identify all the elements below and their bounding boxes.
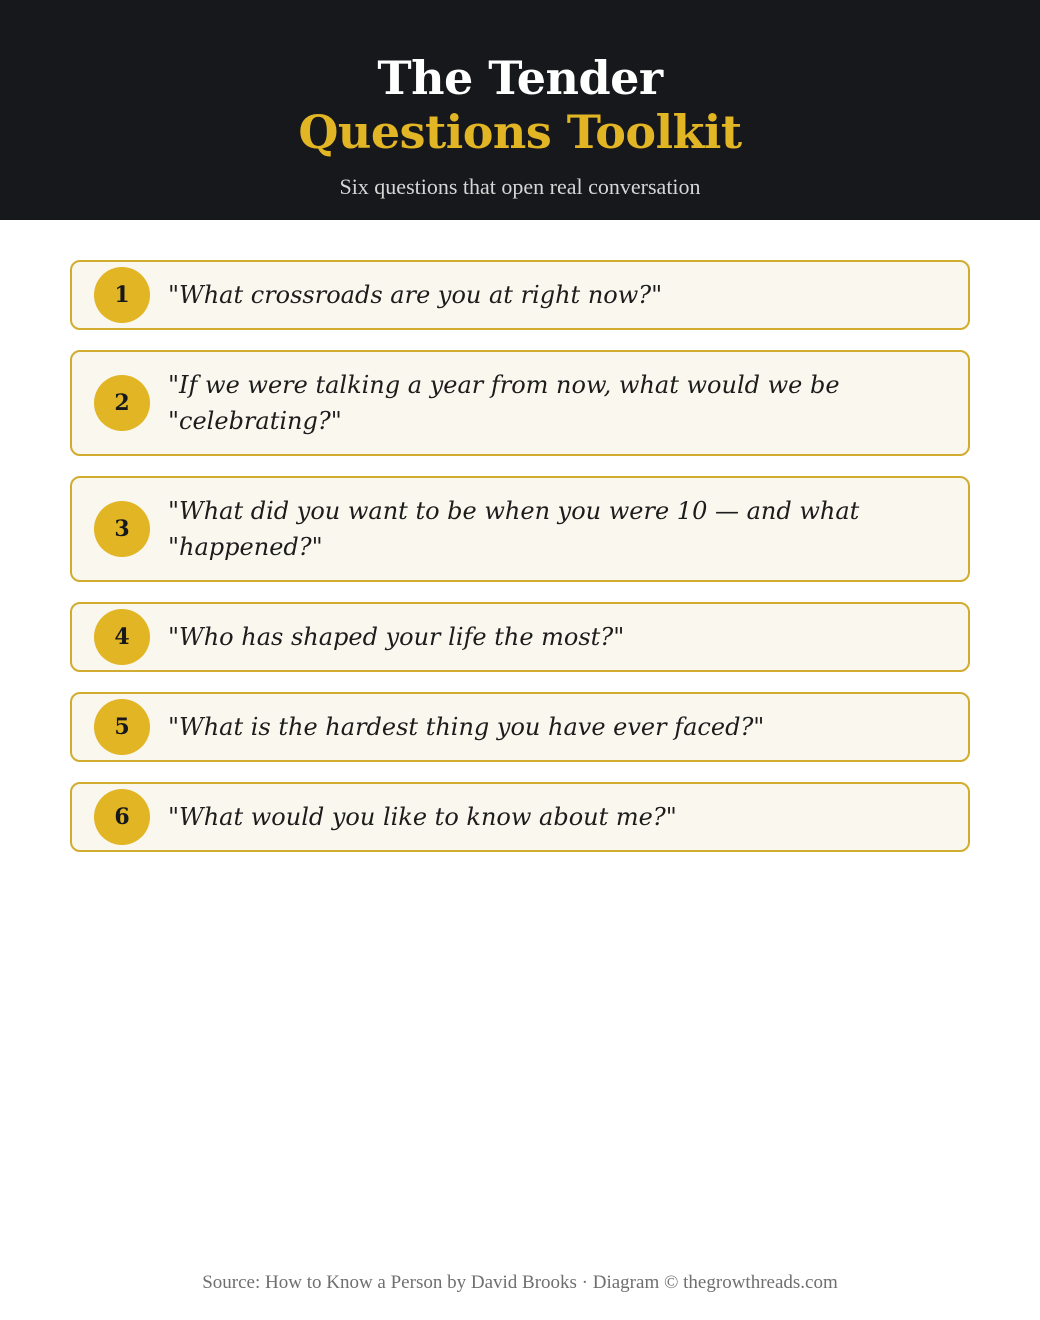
question-card-1: [70, 260, 970, 330]
question-card-6: [70, 782, 970, 852]
header-banner: [0, 0, 1040, 220]
number-badge: 5: [94, 699, 150, 755]
number-badge: 6: [94, 789, 150, 845]
question-text: "What is the hardest thing you have ever faced?": [168, 713, 765, 741]
question-card-5: [70, 692, 970, 762]
page-title-line1: The Tender: [377, 51, 663, 105]
number-badge: 3: [94, 501, 150, 557]
number-badge: 2: [94, 375, 150, 431]
question-text: "Who has shaped your life the most?": [168, 623, 625, 651]
source-footer: Source: How to Know a Person by David Brooks · Diagram © thegrowthreads.com: [202, 1272, 838, 1293]
number-badge: 1: [94, 267, 150, 323]
question-card-4: [70, 602, 970, 672]
question-text: "What did you want to be when you were 10 — and what "happened?": [168, 497, 860, 561]
page-subtitle: Six questions that open real conversation: [339, 174, 701, 199]
question-card-3: [70, 476, 970, 582]
question-list: [70, 260, 970, 872]
question-card-2: [70, 350, 970, 456]
question-text: "What crossroads are you at right now?": [168, 281, 663, 309]
page-title-line2: Questions Toolkit: [298, 105, 742, 159]
question-text: "If we were talking a year from now, what would we be "celebrating?": [168, 371, 840, 435]
question-text: "What would you like to know about me?": [168, 803, 677, 831]
number-badge: 4: [94, 609, 150, 665]
